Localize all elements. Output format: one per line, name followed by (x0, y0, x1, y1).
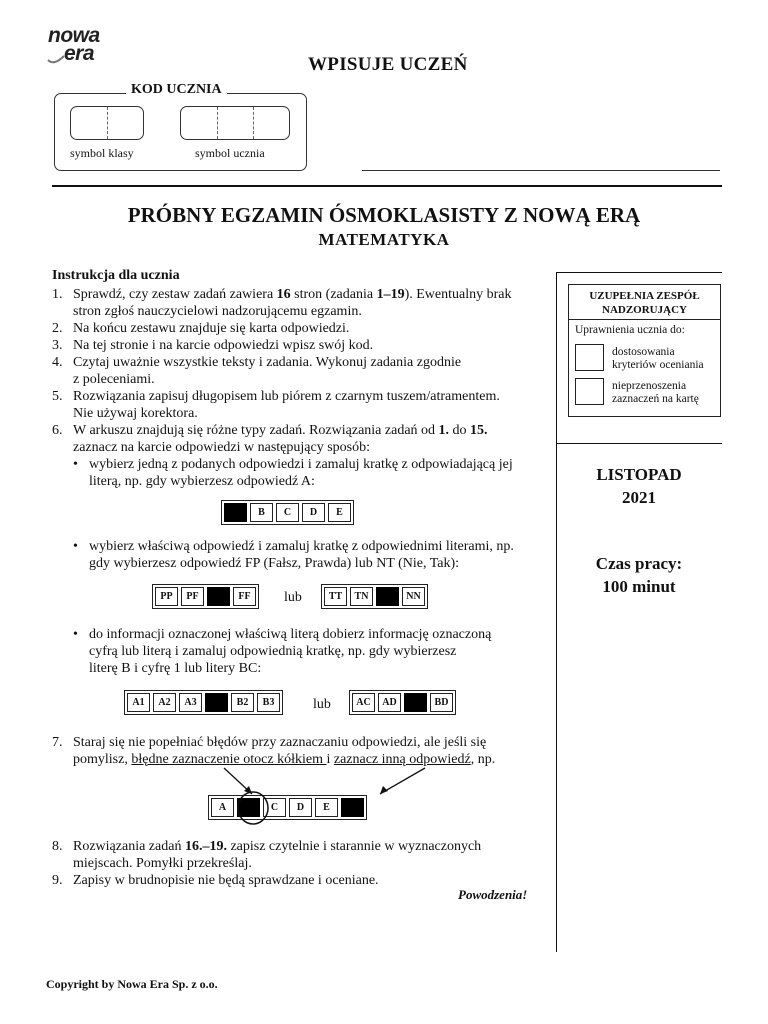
czas-pracy: Czas pracy: 100 minut (595, 554, 683, 596)
example-row-correction (208, 795, 367, 820)
answer-cell-filled (376, 587, 399, 606)
answer-cell: C (263, 798, 286, 817)
instruction-item-1: 1. Sprawdź, czy zestaw zadań zawiera 16 stron (zadania 1–19). Ewentualny brak stron zgłoś nauczycielowi nadzorującemu egzamin. (52, 287, 512, 319)
answer-cell: AC (352, 693, 375, 712)
nowa-era-logo (46, 24, 116, 68)
answer-cell: C (276, 503, 299, 522)
dostosowania-checkbox[interactable] (575, 344, 604, 371)
example-row-single (221, 500, 354, 525)
instructions-heading: Instrukcja dla ucznia (52, 268, 180, 283)
answer-cell: PF (181, 587, 204, 606)
answer-cell: E (328, 503, 351, 522)
correction-circle-icon (236, 790, 270, 826)
answer-cell: A2 (153, 693, 176, 712)
example-row-match (124, 690, 283, 715)
answer-cell: TT (324, 587, 347, 606)
answer-cell-filled (207, 587, 230, 606)
zespol-nadzorujacy-box (568, 284, 721, 417)
answer-cell: PP (155, 587, 178, 606)
answer-cell: A1 (127, 693, 150, 712)
logo-swoosh-icon (46, 44, 76, 66)
example-row-letters (349, 690, 456, 715)
kod-ucznia-label: KOD UCZNIA (126, 82, 227, 98)
lub-label: lub (284, 590, 302, 605)
answer-cell: FF (233, 587, 256, 606)
answer-cell: D (289, 798, 312, 817)
answer-cell-filled (205, 693, 228, 712)
answer-cell: AD (378, 693, 401, 712)
answer-cell-filled (224, 503, 247, 522)
symbol-ucznia-field[interactable] (180, 106, 290, 140)
symbol-klasy-field[interactable] (70, 106, 144, 140)
dostosowania-label: dostosowania kryteriów oceniania (612, 346, 704, 371)
example-row-nt (321, 584, 428, 609)
example-row-fp (152, 584, 259, 609)
logo-text-era: era (64, 42, 95, 65)
answer-cell: E (315, 798, 338, 817)
right-column-top-rule (556, 272, 722, 273)
answer-cell: BD (430, 693, 453, 712)
wpisuje-uczen-heading: WPISUJE UCZEŃ (308, 54, 468, 75)
nieprzenoszenia-checkbox[interactable] (575, 378, 604, 405)
answer-cell: NN (402, 587, 425, 606)
answer-cell-filled (341, 798, 364, 817)
symbol-klasy-label: symbol klasy (70, 146, 134, 160)
exam-subject: MATEMATYKA (318, 230, 450, 249)
symbol-ucznia-label: symbol ucznia (195, 146, 265, 160)
answer-cell: B (250, 503, 273, 522)
answer-cell: B3 (257, 693, 280, 712)
exam-title: PRÓBNY EGZAMIN ÓSMOKLASISTY Z NOWĄ ERĄ (127, 203, 641, 227)
uprawnienia-label: Uprawnienia ucznia do: (575, 324, 685, 336)
writing-line[interactable] (362, 170, 720, 171)
answer-cell: B2 (231, 693, 254, 712)
logo-text-nowa: nowa (48, 24, 100, 47)
answer-cell: D (302, 503, 325, 522)
answer-cell: A3 (179, 693, 202, 712)
zespol-title: UZUPEŁNIA ZESPÓŁ NADZORUJĄCY (589, 290, 700, 316)
nieprzenoszenia-label: nieprzenoszenia zaznaczeń na kartę (612, 380, 699, 405)
answer-cell: TN (350, 587, 373, 606)
answer-cell-filled (404, 693, 427, 712)
lub-label: lub (313, 697, 331, 712)
powodzenia-text: Powodzenia! (458, 887, 528, 902)
session-date: LISTOPAD 2021 (596, 465, 682, 507)
right-column-rule (556, 443, 722, 444)
right-column-divider (556, 272, 557, 952)
answer-cell: A (211, 798, 234, 817)
header-divider (52, 185, 722, 187)
copyright: Copyright by Nowa Era Sp. z o.o. (46, 977, 218, 991)
